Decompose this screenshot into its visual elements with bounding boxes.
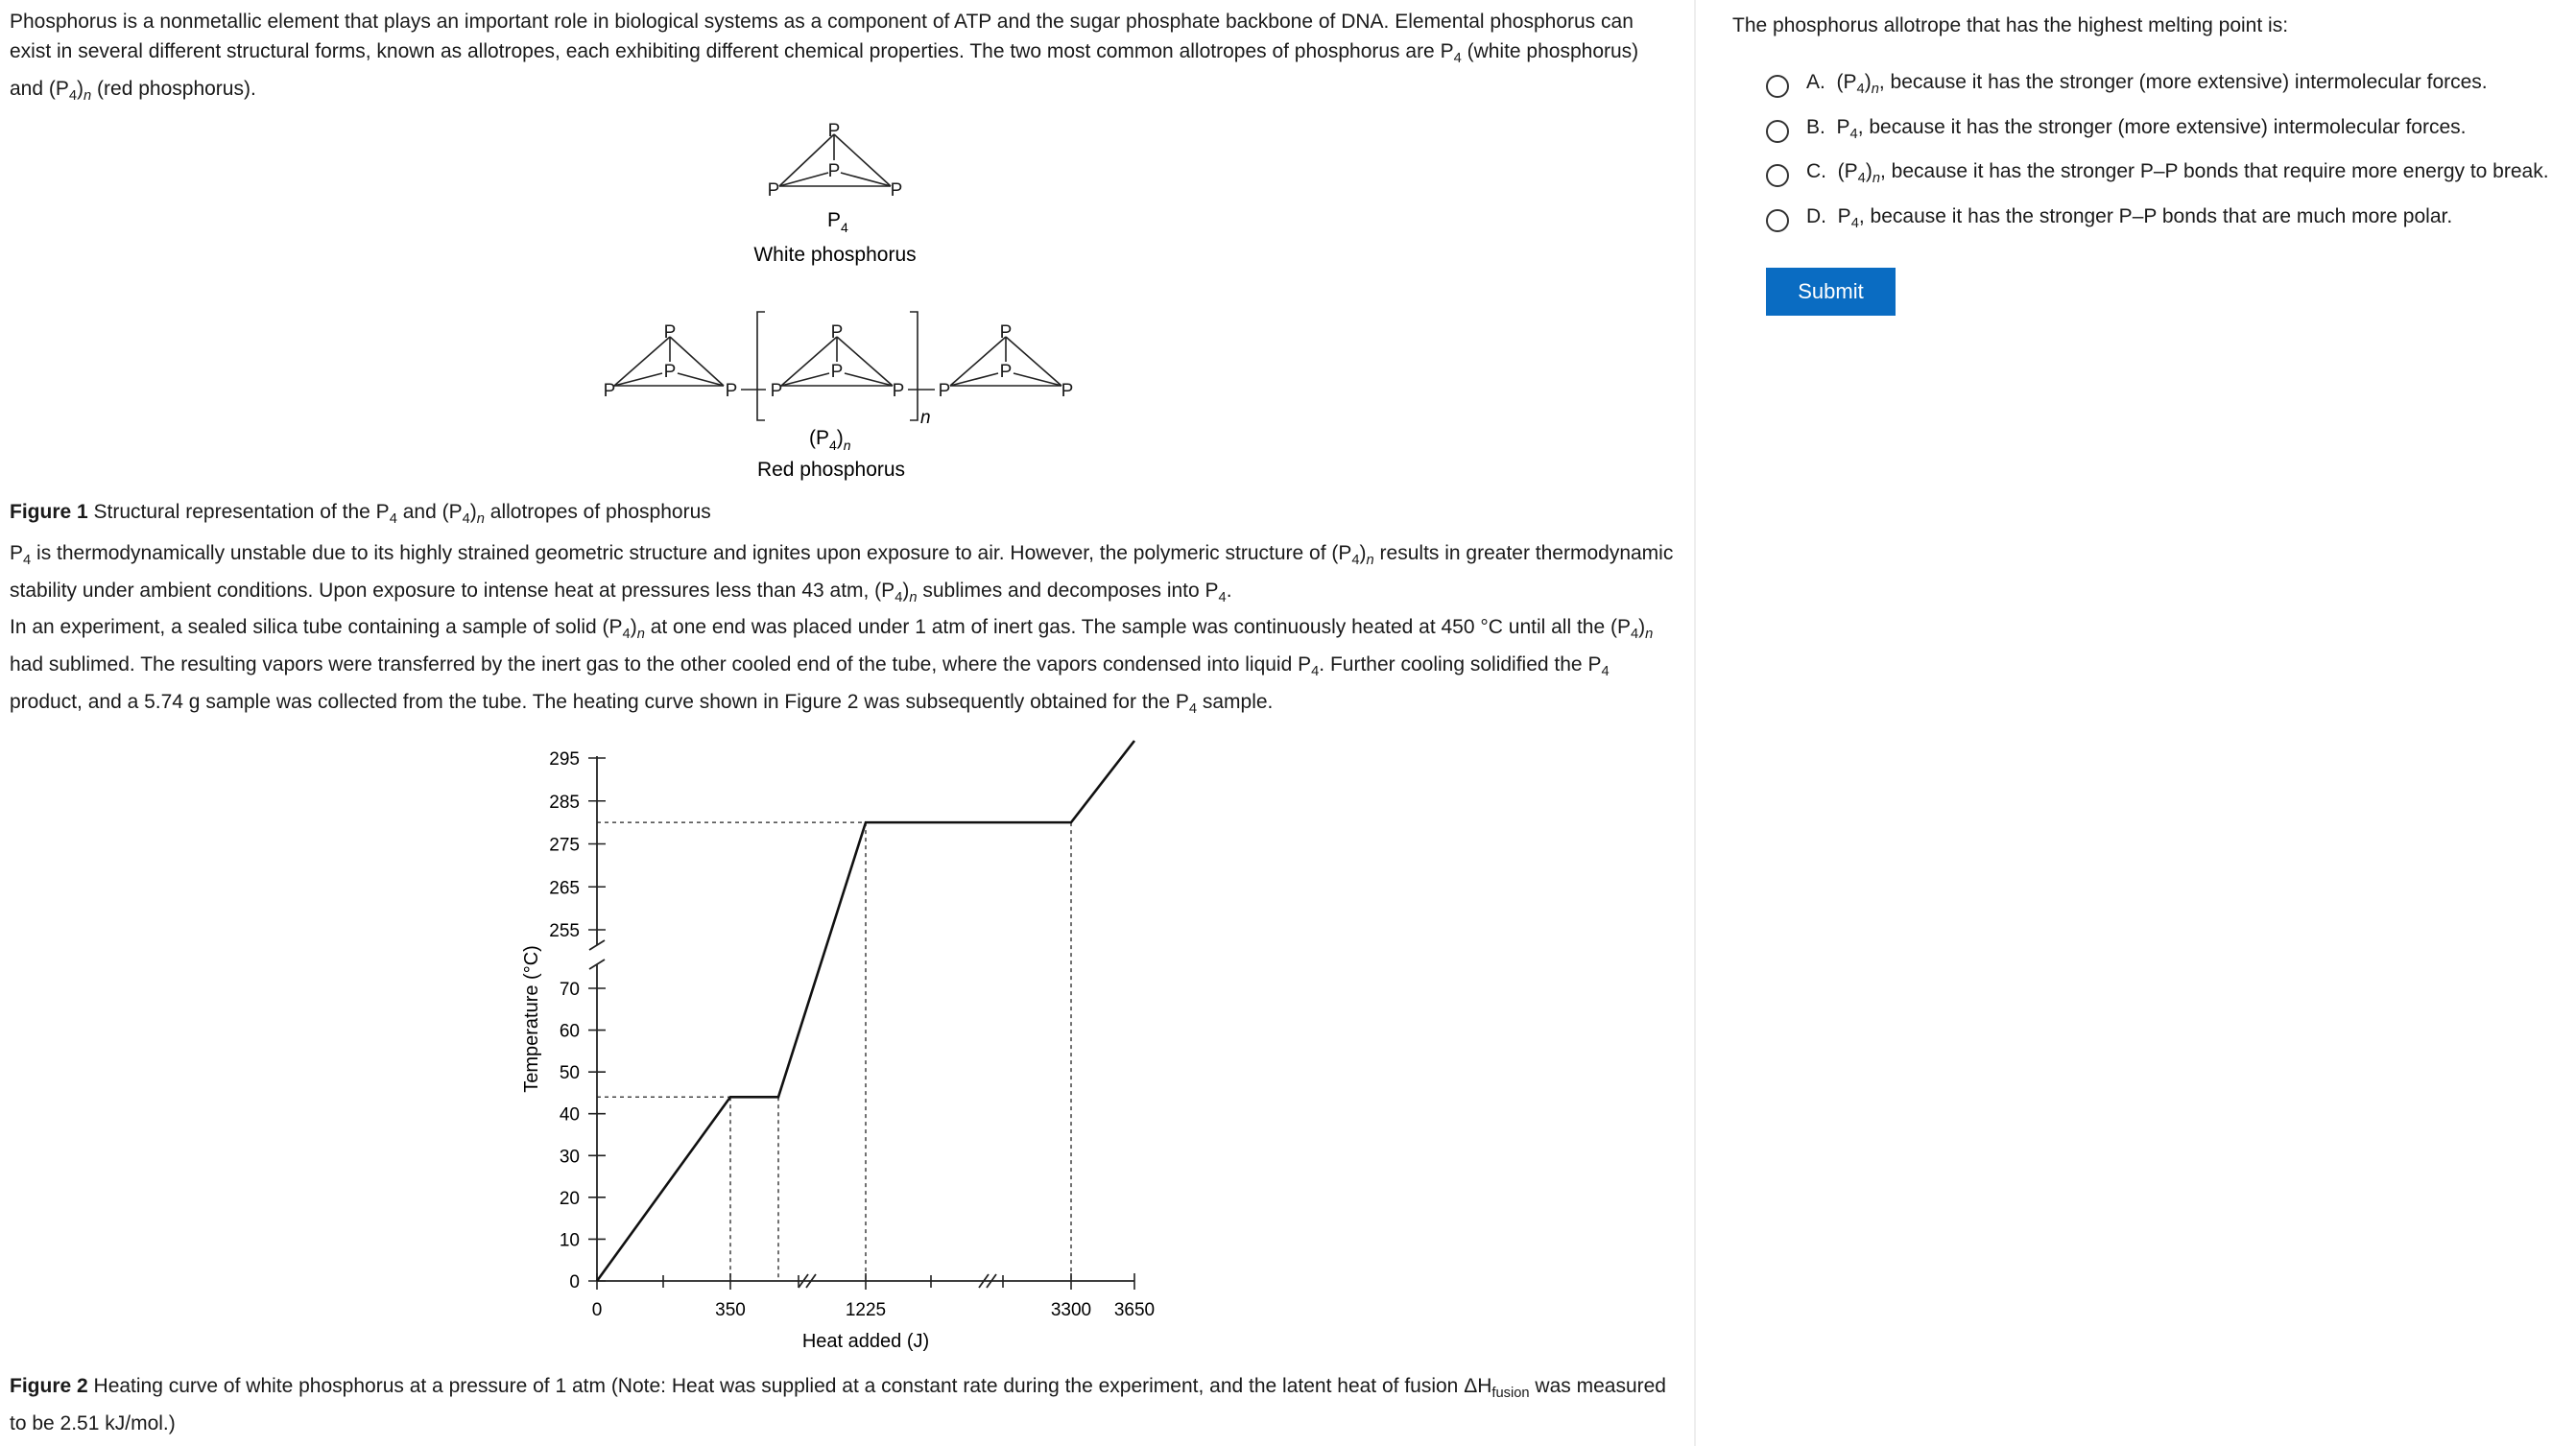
submit-button[interactable]: Submit	[1766, 268, 1896, 316]
y-tick-label: 50	[559, 1063, 580, 1084]
option-text: B. $P_4$, because it has the stronger (more extensive) intermolecular forces.	[1806, 116, 2467, 143]
y-tick-label: 20	[559, 1188, 580, 1209]
y-tick-label: 10	[559, 1230, 580, 1251]
red-formula: $(P_4)_n$	[809, 427, 851, 453]
radio-button[interactable]	[1766, 120, 1789, 143]
option-text: A. $(P_4)_n$, because it has the stronger (more extensive) intermolecular forces.	[1806, 71, 2488, 98]
atom-label: P	[827, 161, 841, 181]
atom-label: P	[892, 381, 905, 401]
figure1-caption: Figure 1 Structural representation of the $P_4$ and $(P_4)_n$ allotropes of phosphorus	[10, 501, 711, 528]
y-tick-label: 60	[559, 1021, 580, 1042]
atom-label: P	[999, 322, 1013, 343]
radio-button[interactable]	[1766, 209, 1789, 232]
y-axis-break	[589, 940, 605, 969]
passage-stability: $P_4$ is thermodynamically unstable due to its highly strained geometric structure and ignites upon exposure to air. However, the polymeric structure of $(P_4)_n$ results in greater thermodynamic stability under ambient conditions. Upon exposure to intense heat at pressures less than 43 atm, $(P_4)_n$ sublimes and decomposes into $P_4$.	[10, 542, 1674, 606]
y-axis-label: Temperature (°C)	[521, 945, 542, 1093]
passage-experiment: In an experiment, a sealed silica tube containing a sample of solid $(P_4)_n$ at one end was placed under 1 atm of inert gas. The sample was continuously heated at 450 °C until all the $(P_4)_n$ had sublimed. The resulting vapors were transferred by the inert gas to the other cooled end of the tube, where the vapors condensed into liquid $P_4$. Further cooling solidified the $P_4$ product, and a 5.74 g sample was collected from the tube. The heating curve shown in Figure 2 was subsequently obtained for the $P_4$ sample.	[10, 616, 1654, 718]
y-tick-label: 255	[549, 921, 580, 941]
atom-label: P	[830, 362, 844, 382]
x-tick-label: 3300	[1050, 1300, 1092, 1320]
atom-label: P	[827, 121, 841, 141]
y-tick-label: 40	[559, 1104, 580, 1126]
heating-curve-chart	[0, 720, 1694, 1353]
passage-intro: Phosphorus is a nonmetallic element that plays an important role in biological systems as a component of ATP and the sugar phosphate backbone of DNA. Elemental phosphorus can exist in several different structural forms, known as allotropes, each exhibiting different chemical properties. The two most common allotropes of phosphorus are $P_4$ (white phosphorus) and $(P_4)_n$ (red phosphorus).	[10, 11, 1639, 105]
figure2-caption: Figure 2 Heating curve of white phosphorus at a pressure of 1 atm (Note: Heat was supplied at a constant rate during the experiment, and the latent heat of fusion $\Delta H_{fusion}$ was measured to be 2.51 kJ/mol.)	[10, 1375, 1666, 1435]
repeat-n: n	[920, 408, 931, 428]
atom-label: P	[663, 362, 677, 382]
answer-option-b[interactable]	[1766, 113, 2467, 149]
radio-button[interactable]	[1766, 164, 1789, 187]
y-tick-label: 70	[559, 980, 580, 1000]
atom-label: P	[725, 381, 738, 401]
white-formula: $P_4$	[827, 209, 848, 235]
atom-label: P	[890, 180, 903, 201]
radio-button[interactable]	[1766, 75, 1789, 98]
x-axis-label: Heat added (J)	[801, 1331, 930, 1352]
option-text: C. $(P_4)_n$, because it has the stronger P–P bonds that require more energy to break.	[1806, 160, 2549, 187]
y-tick-label: 30	[559, 1147, 580, 1168]
x-tick-label: 350	[715, 1300, 746, 1320]
option-text: D. $P_4$, because it has the stronger P–P bonds that are much more polar.	[1806, 205, 2453, 232]
white-name: White phosphorus	[753, 244, 917, 266]
atom-label: P	[603, 381, 616, 401]
answer-option-c[interactable]	[1766, 157, 2549, 193]
atom-label: P	[663, 322, 677, 343]
y-tick-label: 285	[549, 792, 580, 813]
atom-label: P	[999, 362, 1013, 382]
question-prompt: The phosphorus allotrope that has the highest melting point is:	[1732, 14, 2289, 36]
atom-label: P	[770, 381, 783, 401]
answer-option-d[interactable]	[1766, 202, 2452, 238]
y-tick-label: 275	[549, 835, 580, 856]
pane-divider[interactable]	[1694, 0, 1696, 1446]
x-tick-label: 1225	[845, 1300, 887, 1320]
atom-label: P	[767, 180, 780, 201]
x-tick-label: 0	[591, 1300, 603, 1320]
atom-label: P	[1061, 381, 1074, 401]
question-pane	[1732, 0, 2567, 1446]
x-tick-label: 3650	[1113, 1300, 1156, 1320]
atom-label: P	[938, 381, 951, 401]
y-tick-label: 295	[549, 749, 580, 770]
answer-option-a[interactable]	[1766, 68, 2488, 104]
y-tick-label: 265	[549, 878, 580, 899]
y-tick-label: 0	[569, 1272, 580, 1292]
red-name: Red phosphorus	[756, 459, 906, 481]
atom-label: P	[830, 322, 844, 343]
